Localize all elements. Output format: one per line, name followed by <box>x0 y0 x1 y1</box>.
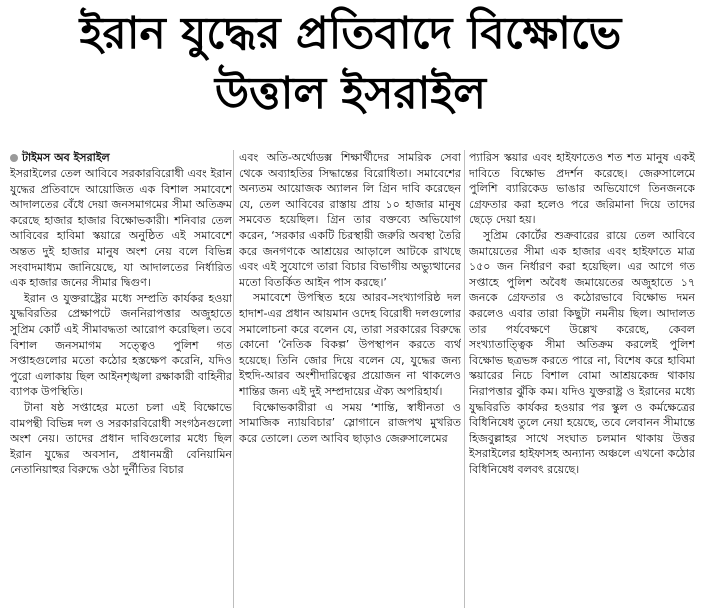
column-2-paragraph-3: বিক্ষোভকারীরা এ সময় ‘শান্তি, স্বাধীনতা ও সামাজিক ন্যায়বিচার’ স্লোগানে রাজপথ মুখরিত করে তোলে। তেল আবিব ছাড়াও জেরুসালেমের <box>239 400 461 445</box>
byline-text: টাইমস অব ইসরাইল <box>22 151 110 164</box>
column-3-paragraph-2: সুপ্রিম কোর্টের শুক্রবারের রায়ে তেল আবিবে জমায়েতের সীমা এক হাজার এবং হাইফাতে মাত্র ১৫০ জন নির্ধারণ করা হয়েছিল। এর আগে গত সপ্তাহে পুলিশ অবৈধ জমায়েতের অজুহাতে ১৭ জনকে গ্রেফতার ও কঠোরভাবে বিক্ষোভ দমন করলেও এবার তারা কিছুটা নমনীয় ছিল। আদালত তার পর্যবেক্ষণে উল্লেখ করেছে, কেবল সংখ্যাতাত্ত্বিক সীমা অতিক্রম করলেই পুলিশ বিক্ষোভ ছত্রভঙ্গ করতে পারে না, বিশেষ করে হাবিমা স্কয়ারের নিচে বিশাল বোমা আশ্রয়কেন্দ্র থাকায় নিরাপত্তার ঝুঁকি কম। যদিও যুক্তরাষ্ট্র ও ইরানের মধ্যে যুদ্ধবিরতি কার্যকর হওয়ার পর স্কুল ও কর্মক্ষেত্রের বিধিনিষেধ তুলে নেয়া হয়েছে, তবে লেবানন সীমান্তে হিজবুল্লাহর সাথে সংঘাত চলমান থাকায় উত্তর ইসরাইলের হাইফাসহ অন্যান্য অঞ্চলে এখনো কঠোর বিধিনিষেধ বলবৎ রয়েছে। <box>469 228 695 476</box>
column-2-paragraph-2: সমাবেশে উপস্থিত হয়ে আরব-সংখ্যাগরিষ্ঠ দল হাদাশ-এর প্রধান আয়মান ওদেহ বিরোধী দলগুলোর সমালোচনা করে বলেন যে, তারা সরকারের বিরুদ্ধে কোনো ‘নৈতিক বিকল্প’ উপস্থাপন করতে ব্যর্থ হয়েছে। তিনি জোর দিয়ে বলেন যে, যুদ্ধের জন্য ইহুদি-আরব অংশীদারিত্বের প্রয়োজন না থাকলেও শান্তির জন্য এই দুই সম্প্রদায়ের ঐক্য অপরিহার্য। <box>239 291 461 398</box>
article-column-1 <box>10 166 232 610</box>
headline <box>0 4 701 124</box>
byline <box>10 150 232 166</box>
column-divider-2 <box>464 150 465 608</box>
headline-line-1: ইরান যুদ্ধের প্রতিবাদে বিক্ষোভে <box>79 8 622 59</box>
column-2-paragraph-1: এবং অতি-অর্থোডক্স শিক্ষার্থীদের সামরিক সেবা থেকে অব্যাহতির সিদ্ধান্তের বিরোধিতা। সমাবেশের অন্যতম আয়োজক অ্যালন লি গ্রিন দাবি করেছেন যে, তেল আবিবের রাস্তায় প্রায় ১০ হাজার মানুষ সমবেত হয়েছিল। গ্রিন তার বক্তব্যে অভিযোগ করেন, ‘সরকার একটি চিরস্থায়ী জরুরি অবস্থা তৈরি করে জনগণকে আশ্রয়ের আড়ালে আটকে রাখছে এবং এই সুযোগে তারা বিচার বিভাগীয় অভ্যুত্থানের মতো বিতর্কিত আইন পাস করছে।’ <box>239 151 461 289</box>
headline-line-2: উত্তাল ইসরাইল <box>214 68 487 119</box>
article-column-3 <box>469 150 695 610</box>
column-1-paragraph-3: টানা ষষ্ঠ সপ্তাহের মতো চলা এই বিক্ষোভে বামপন্থী বিভিন্ন দল ও সরকারবিরোধী সংগঠনগুলো অংশ নেয়। তাদের প্রধান দাবিগুলোর মধ্যে ছিল ইরান যুদ্ধের অবসান, প্রধানমন্ত্রী বেনিয়ামিন নেতানিয়াহুর বিরুদ্ধে ওঠা দুর্নীতির বিচার <box>10 400 232 477</box>
column-1-paragraph-2: ইরান ও যুক্তরাষ্ট্রের মধ্যে সম্প্রতি কার্যকর হওয়া যুদ্ধবিরতির প্রেক্ষাপটে জননিরাপত্তার অজুহাতে সুপ্রিম কোর্ট এই সীমাবদ্ধতা আরোপ করেছিল। তবে বিশাল জনসমাগম সত্ত্বেও পুলিশ গত সপ্তাহগুলোর মতো কঠোর হস্তক্ষেপ করেনি, যদিও পুরো এলাকায় ছিল আইনশৃঙ্খলা রক্ষাকারী বাহিনীর ব্যাপক উপস্থিতি। <box>10 291 232 399</box>
bullet-icon <box>10 154 18 162</box>
column-3-paragraph-1: প্যারিস স্কয়ার এবং হাইফাতেও শত শত মানুষ একই দাবিতে বিক্ষোভ প্রদর্শন করেছে। জেরুসালেমে পুলিশি ব্যারিকেড ভাঙার অভিযোগে তিনজনকে গ্রেফতার করা হলেও পরে জরিমানা দিয়ে তাদের ছেড়ে দেয়া হয়। <box>469 151 695 227</box>
article-column-2 <box>239 150 461 610</box>
column-1-paragraph-1: ইসরাইলের তেল আবিবে সরকারবিরোধী এবং ইরান যুদ্ধের প্রতিবাদে আয়োজিত এক বিশাল সমাবেশে আদালতের বেঁধে দেয়া জনসমাগমের সীমা অতিক্রম করেছে হাজার হাজার বিক্ষোভকারী। শনিবার তেল আবিবের হাবিমা স্কয়ারে অনুষ্ঠিত এই সমাবেশে অন্তত দুই হাজার মানুষ অংশ নেয় বলে বিভিন্ন সংবাদমাধ্যম জানিয়েছে, যা আদালতের নির্ধারিত এক হাজার জনের সীমার দ্বিগুণ। <box>10 167 232 290</box>
column-divider-1 <box>233 150 234 608</box>
